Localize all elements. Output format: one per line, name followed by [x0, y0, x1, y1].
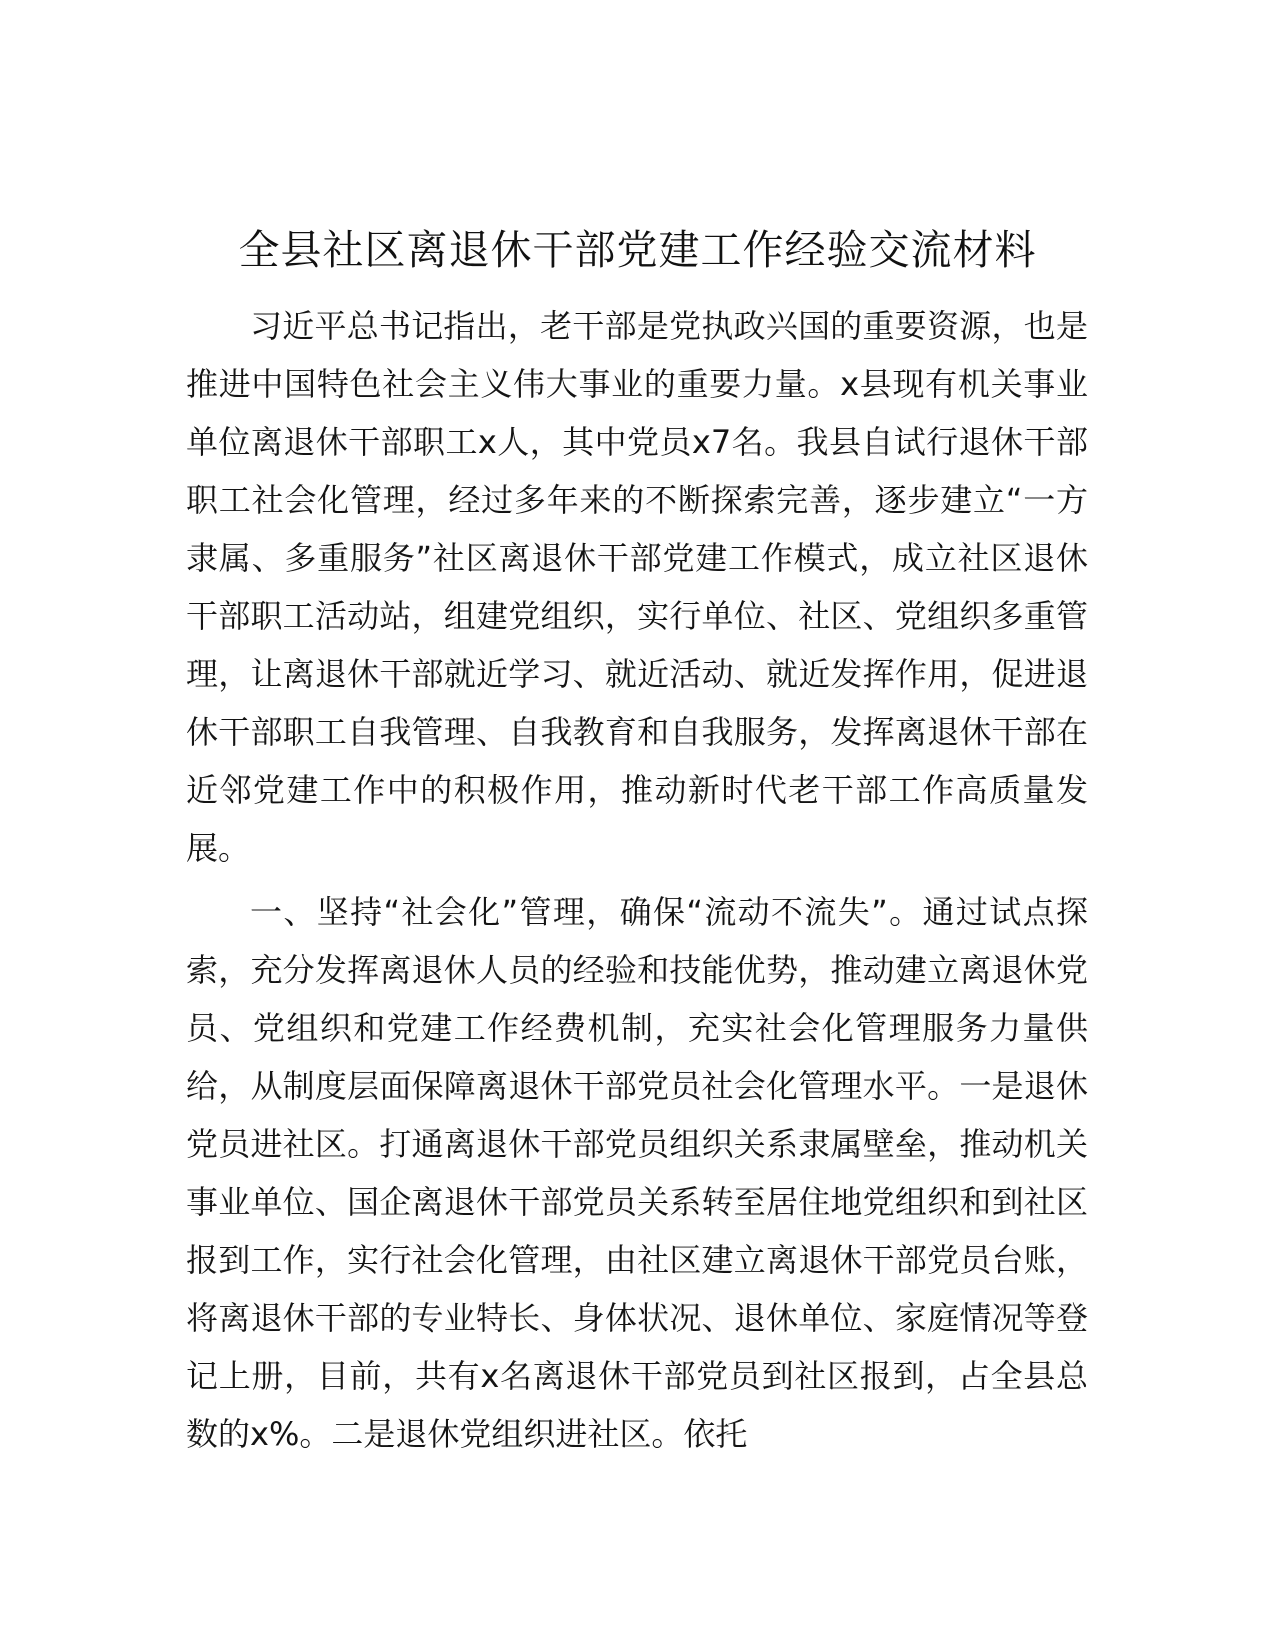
document-body [186, 297, 1088, 1469]
paragraph-section-one: 一、坚持“社会化”管理，确保“流动不流失”。通过试点探索，充分发挥离退休人员的经验和技能优势，推动建立离退休党员、党组织和党建工作经费机制，充实社会化管理服务力量供给，从制度层面保障离退休干部党员社会化管理水平。一是退休党员进社区。打通离退休干部党员组织关系隶属壁垒，推动机关事业单位、国企离退休干部党员关系转至居住地党组织和到社区报到工作，实行社会化管理，由社区建立离退休干部党员台账，将离退休干部的专业特长、身体状况、退休单位、家庭情况等登记上册，目前，共有x名离退休干部党员到社区报到，占全县总数的x%。二是退休党组织进社区。依托 [186, 893, 1088, 1453]
document-title: 全县社区离退休干部党建工作经验交流材料 [238, 226, 1037, 274]
paragraph-intro: 习近平总书记指出，老干部是党执政兴国的重要资源，也是推进中国特色社会主义伟大事业的重要力量。x县现有机关事业单位离退休干部职工x人，其中党员x7名。我县自试行退休干部职工社会化管理，经过多年来的不断探索完善，逐步建立“一方隶属、多重服务”社区离退休干部党建工作模式，成立社区退休干部职工活动站，组建党组织，实行单位、社区、党组织多重管理，让离退休干部就近学习、就近活动、就近发挥作用，促进退休干部职工自我管理、自我教育和自我服务，发挥离退休干部在近邻党建工作中的积极作用，推动新时代老干部工作高质量发展。 [186, 307, 1088, 867]
